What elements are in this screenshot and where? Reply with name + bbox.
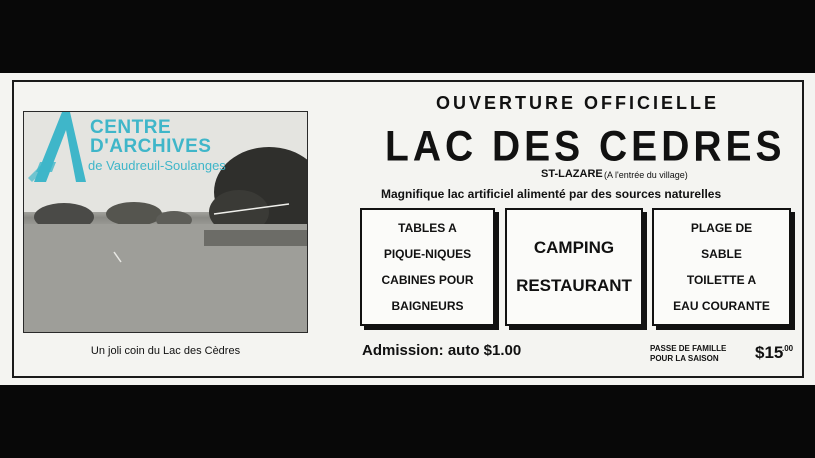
amenities-box-beach xyxy=(652,208,791,326)
family-pass-cents: .00 xyxy=(782,344,794,353)
location-text: ST-LAZARE xyxy=(541,168,603,180)
lake-name-title: LAC DES CEDRES xyxy=(385,123,786,171)
logo-line-region: de Vaudreuil-Soulanges xyxy=(88,158,226,173)
lake-description: Magnifique lac artificiel alimenté par des sources naturelles xyxy=(381,187,722,201)
amenity-line: EAU COURANTE xyxy=(673,299,770,313)
logo-line-centre: CENTRE xyxy=(90,117,172,138)
family-pass-label xyxy=(650,344,726,364)
amenity-line: RESTAURANT xyxy=(516,276,632,295)
archive-a-logo-icon xyxy=(26,112,88,184)
location-note: (A l'entrée du village) xyxy=(604,170,688,180)
archives-logo xyxy=(26,112,236,184)
opening-heading: OUVERTURE OFFICIELLE xyxy=(436,93,720,113)
amenity-line: TOILETTE A xyxy=(686,273,757,287)
amenity-line: CAMPING xyxy=(533,238,615,257)
amenities-box-picnic xyxy=(360,208,495,326)
logo-line-archives: D'ARCHIVES xyxy=(90,136,212,157)
amenity-line: TABLES A xyxy=(398,221,457,235)
amenity-line: PIQUE-NIQUES xyxy=(383,247,472,261)
amenity-line: SABLE xyxy=(701,247,742,261)
photo-caption: Un joli coin du Lac des Cèdres xyxy=(90,345,241,357)
amenity-line: CABINES POUR xyxy=(381,273,474,287)
amenity-line: PLAGE DE xyxy=(690,221,753,235)
admission-price: Admission: auto $1.00 xyxy=(362,342,522,359)
family-pass-line2: POUR LA SAISON xyxy=(650,354,719,363)
family-pass-line1: PASSE DE FAMILLE xyxy=(650,344,727,353)
family-pass-price: $15 xyxy=(755,343,784,362)
amenity-line: BAIGNEURS xyxy=(391,299,464,313)
amenities-box-camping xyxy=(505,208,643,326)
